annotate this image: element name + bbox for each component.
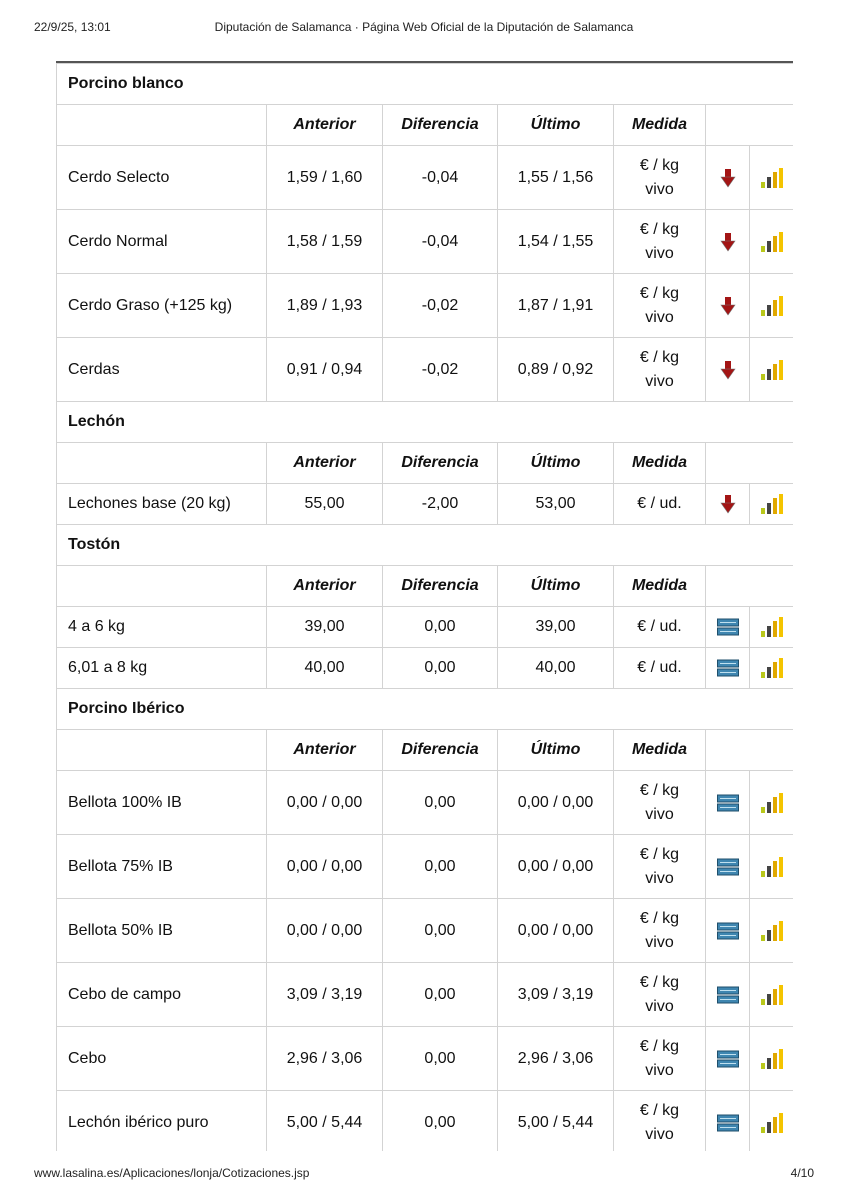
anterior-value: 40,00 <box>267 648 383 689</box>
medida-unit: € / kg <box>639 1101 680 1119</box>
table-row <box>57 771 794 835</box>
header-medida: Medida <box>614 730 706 771</box>
history-chart-cell[interactable] <box>750 274 794 338</box>
header-empty-cell <box>57 443 267 484</box>
trend-cell <box>706 1027 750 1091</box>
medida-qualifier: vivo <box>645 180 674 198</box>
diferencia-value: 0,00 <box>383 899 498 963</box>
medida-unit: € / ud. <box>637 618 682 635</box>
medida-cell <box>614 1027 706 1091</box>
diferencia-value: -0,02 <box>383 338 498 402</box>
header-medida: Medida <box>614 105 706 146</box>
section-title: Porcino Ibérico <box>57 689 794 730</box>
medida-cell <box>614 210 706 274</box>
history-chart-cell[interactable] <box>750 899 794 963</box>
medida-cell <box>614 899 706 963</box>
header-anterior: Anterior <box>267 105 383 146</box>
history-chart-cell[interactable] <box>750 1091 794 1152</box>
medida-qualifier: vivo <box>645 372 674 390</box>
medida-unit: € / ud. <box>637 495 682 512</box>
header-empty-cell <box>57 105 267 146</box>
trend-cell <box>706 648 750 689</box>
medida-qualifier: vivo <box>645 997 674 1015</box>
product-name: Cerdo Graso (+125 kg) <box>57 274 267 338</box>
header-anterior: Anterior <box>267 730 383 771</box>
print-header <box>0 20 848 36</box>
down-arrow-icon <box>706 494 749 514</box>
bar-chart-icon[interactable] <box>750 856 793 878</box>
medida-unit: € / kg <box>639 348 680 366</box>
medida-cell <box>614 1091 706 1152</box>
medida-unit: € / kg <box>639 284 680 302</box>
trend-cell <box>706 146 750 210</box>
medida-unit: € / ud. <box>637 659 682 676</box>
medida-qualifier: vivo <box>645 805 674 823</box>
history-chart-cell[interactable] <box>750 338 794 402</box>
trend-cell <box>706 835 750 899</box>
table-row <box>57 274 794 338</box>
medida-qualifier: vivo <box>645 244 674 262</box>
print-url: www.lasalina.es/Aplicaciones/lonja/Cotizaciones.jsp <box>34 1166 310 1180</box>
equal-icon <box>706 922 749 940</box>
equal-icon <box>706 618 749 636</box>
table-row <box>57 899 794 963</box>
product-name: 4 a 6 kg <box>57 607 267 648</box>
bar-chart-icon[interactable] <box>750 295 793 317</box>
anterior-value: 1,89 / 1,93 <box>267 274 383 338</box>
print-date: 22/9/25, 13:01 <box>34 20 111 34</box>
ultimo-value: 0,00 / 0,00 <box>498 771 614 835</box>
bar-chart-icon[interactable] <box>750 231 793 253</box>
header-diferencia: Diferencia <box>383 443 498 484</box>
table-row <box>57 607 794 648</box>
trend-cell <box>706 963 750 1027</box>
medida-qualifier: vivo <box>645 869 674 887</box>
product-name: Lechones base (20 kg) <box>57 484 267 525</box>
product-name: Lechón ibérico puro <box>57 1091 267 1152</box>
anterior-value: 39,00 <box>267 607 383 648</box>
header-ultimo: Último <box>498 105 614 146</box>
anterior-value: 0,00 / 0,00 <box>267 835 383 899</box>
ultimo-value: 53,00 <box>498 484 614 525</box>
column-header-row <box>57 105 794 146</box>
trend-cell <box>706 771 750 835</box>
header-icons-cell <box>706 566 794 607</box>
trend-cell <box>706 899 750 963</box>
equal-icon <box>706 1114 749 1132</box>
medida-cell <box>614 963 706 1027</box>
bar-chart-icon[interactable] <box>750 493 793 515</box>
diferencia-value: -0,04 <box>383 146 498 210</box>
bar-chart-icon[interactable] <box>750 1112 793 1134</box>
anterior-value: 1,58 / 1,59 <box>267 210 383 274</box>
equal-icon <box>706 659 749 677</box>
header-empty-cell <box>57 730 267 771</box>
section-title: Lechón <box>57 402 794 443</box>
medida-unit: € / kg <box>639 909 680 927</box>
anterior-value: 0,00 / 0,00 <box>267 771 383 835</box>
header-ultimo: Último <box>498 730 614 771</box>
product-name: Cerdo Selecto <box>57 146 267 210</box>
medida-unit: € / kg <box>639 156 680 174</box>
medida-cell <box>614 338 706 402</box>
medida-qualifier: vivo <box>645 933 674 951</box>
product-name: Bellota 75% IB <box>57 835 267 899</box>
header-ultimo: Último <box>498 566 614 607</box>
table-row <box>57 484 794 525</box>
table-row <box>57 1091 794 1152</box>
column-header-row <box>57 443 794 484</box>
bar-chart-icon[interactable] <box>750 359 793 381</box>
bar-chart-icon[interactable] <box>750 657 793 679</box>
anterior-value: 1,59 / 1,60 <box>267 146 383 210</box>
diferencia-value: 0,00 <box>383 963 498 1027</box>
header-empty-cell <box>57 566 267 607</box>
anterior-value: 2,96 / 3,06 <box>267 1027 383 1091</box>
bar-chart-icon[interactable] <box>750 984 793 1006</box>
bar-chart-icon[interactable] <box>750 920 793 942</box>
ultimo-value: 3,09 / 3,19 <box>498 963 614 1027</box>
section-title: Porcino blanco <box>57 64 794 105</box>
history-chart-cell[interactable] <box>750 963 794 1027</box>
header-anterior: Anterior <box>267 566 383 607</box>
section-title-row <box>57 689 794 730</box>
header-medida: Medida <box>614 566 706 607</box>
product-name: 6,01 a 8 kg <box>57 648 267 689</box>
medida-qualifier: vivo <box>645 1125 674 1143</box>
history-chart-cell[interactable] <box>750 648 794 689</box>
diferencia-value: -2,00 <box>383 484 498 525</box>
table-row <box>57 835 794 899</box>
diferencia-value: 0,00 <box>383 648 498 689</box>
table-row <box>57 648 794 689</box>
equal-icon <box>706 794 749 812</box>
down-arrow-icon <box>706 168 749 188</box>
table-row <box>57 1027 794 1091</box>
quotes-table <box>56 63 793 1151</box>
product-name: Bellota 100% IB <box>57 771 267 835</box>
medida-qualifier: vivo <box>645 308 674 326</box>
history-chart-cell[interactable] <box>750 771 794 835</box>
table-row <box>57 146 794 210</box>
product-name: Cerdo Normal <box>57 210 267 274</box>
medida-cell <box>614 274 706 338</box>
bar-chart-icon[interactable] <box>750 167 793 189</box>
anterior-value: 0,00 / 0,00 <box>267 899 383 963</box>
equal-icon <box>706 1050 749 1068</box>
header-icons-cell <box>706 730 794 771</box>
ultimo-value: 5,00 / 5,44 <box>498 1091 614 1152</box>
quotes-sheet <box>56 61 793 1151</box>
table-row <box>57 963 794 1027</box>
table-row <box>57 338 794 402</box>
history-chart-cell[interactable] <box>750 146 794 210</box>
medida-qualifier: vivo <box>645 1061 674 1079</box>
product-name: Cebo <box>57 1027 267 1091</box>
trend-cell <box>706 210 750 274</box>
medida-unit: € / kg <box>639 1037 680 1055</box>
anterior-value: 5,00 / 5,44 <box>267 1091 383 1152</box>
ultimo-value: 1,87 / 1,91 <box>498 274 614 338</box>
product-name: Cebo de campo <box>57 963 267 1027</box>
history-chart-cell[interactable] <box>750 607 794 648</box>
ultimo-value: 2,96 / 3,06 <box>498 1027 614 1091</box>
trend-cell <box>706 338 750 402</box>
medida-unit: € / kg <box>639 973 680 991</box>
diferencia-value: 0,00 <box>383 1027 498 1091</box>
header-medida: Medida <box>614 443 706 484</box>
history-chart-cell[interactable] <box>750 484 794 525</box>
ultimo-value: 40,00 <box>498 648 614 689</box>
diferencia-value: 0,00 <box>383 771 498 835</box>
medida-unit: € / kg <box>639 781 680 799</box>
diferencia-value: 0,00 <box>383 607 498 648</box>
header-ultimo: Último <box>498 443 614 484</box>
quotes-table-body <box>57 64 794 1152</box>
diferencia-value: 0,00 <box>383 1091 498 1152</box>
history-chart-cell[interactable] <box>750 835 794 899</box>
down-arrow-icon <box>706 360 749 380</box>
bar-chart-icon[interactable] <box>750 1048 793 1070</box>
ultimo-value: 0,00 / 0,00 <box>498 835 614 899</box>
trend-cell <box>706 274 750 338</box>
equal-icon <box>706 858 749 876</box>
trend-cell <box>706 607 750 648</box>
section-title-row <box>57 525 794 566</box>
ultimo-value: 1,54 / 1,55 <box>498 210 614 274</box>
header-anterior: Anterior <box>267 443 383 484</box>
ultimo-value: 0,00 / 0,00 <box>498 899 614 963</box>
trend-cell <box>706 484 750 525</box>
medida-cell <box>614 835 706 899</box>
diferencia-value: 0,00 <box>383 835 498 899</box>
medida-cell <box>614 648 706 689</box>
diferencia-value: -0,04 <box>383 210 498 274</box>
column-header-row <box>57 730 794 771</box>
history-chart-cell[interactable] <box>750 1027 794 1091</box>
table-row <box>57 210 794 274</box>
product-name: Bellota 50% IB <box>57 899 267 963</box>
ultimo-value: 1,55 / 1,56 <box>498 146 614 210</box>
header-diferencia: Diferencia <box>383 730 498 771</box>
down-arrow-icon <box>706 296 749 316</box>
product-name: Cerdas <box>57 338 267 402</box>
ultimo-value: 0,89 / 0,92 <box>498 338 614 402</box>
ultimo-value: 39,00 <box>498 607 614 648</box>
anterior-value: 55,00 <box>267 484 383 525</box>
medida-unit: € / kg <box>639 220 680 238</box>
column-header-row <box>57 566 794 607</box>
section-title-row <box>57 64 794 105</box>
medida-cell <box>614 771 706 835</box>
medida-cell <box>614 484 706 525</box>
medida-unit: € / kg <box>639 845 680 863</box>
trend-cell <box>706 1091 750 1152</box>
equal-icon <box>706 986 749 1004</box>
bar-chart-icon[interactable] <box>750 616 793 638</box>
header-icons-cell <box>706 443 794 484</box>
section-title: Tostón <box>57 525 794 566</box>
header-icons-cell <box>706 105 794 146</box>
print-title: Diputación de Salamanca · Página Web Oficial de la Diputación de Salamanca <box>214 20 634 34</box>
history-chart-cell[interactable] <box>750 210 794 274</box>
anterior-value: 3,09 / 3,19 <box>267 963 383 1027</box>
print-footer <box>0 1166 848 1182</box>
print-page-number: 4/10 <box>790 1166 814 1180</box>
diferencia-value: -0,02 <box>383 274 498 338</box>
bar-chart-icon[interactable] <box>750 792 793 814</box>
down-arrow-icon <box>706 232 749 252</box>
medida-cell <box>614 146 706 210</box>
header-diferencia: Diferencia <box>383 566 498 607</box>
section-title-row <box>57 402 794 443</box>
anterior-value: 0,91 / 0,94 <box>267 338 383 402</box>
medida-cell <box>614 607 706 648</box>
header-diferencia: Diferencia <box>383 105 498 146</box>
